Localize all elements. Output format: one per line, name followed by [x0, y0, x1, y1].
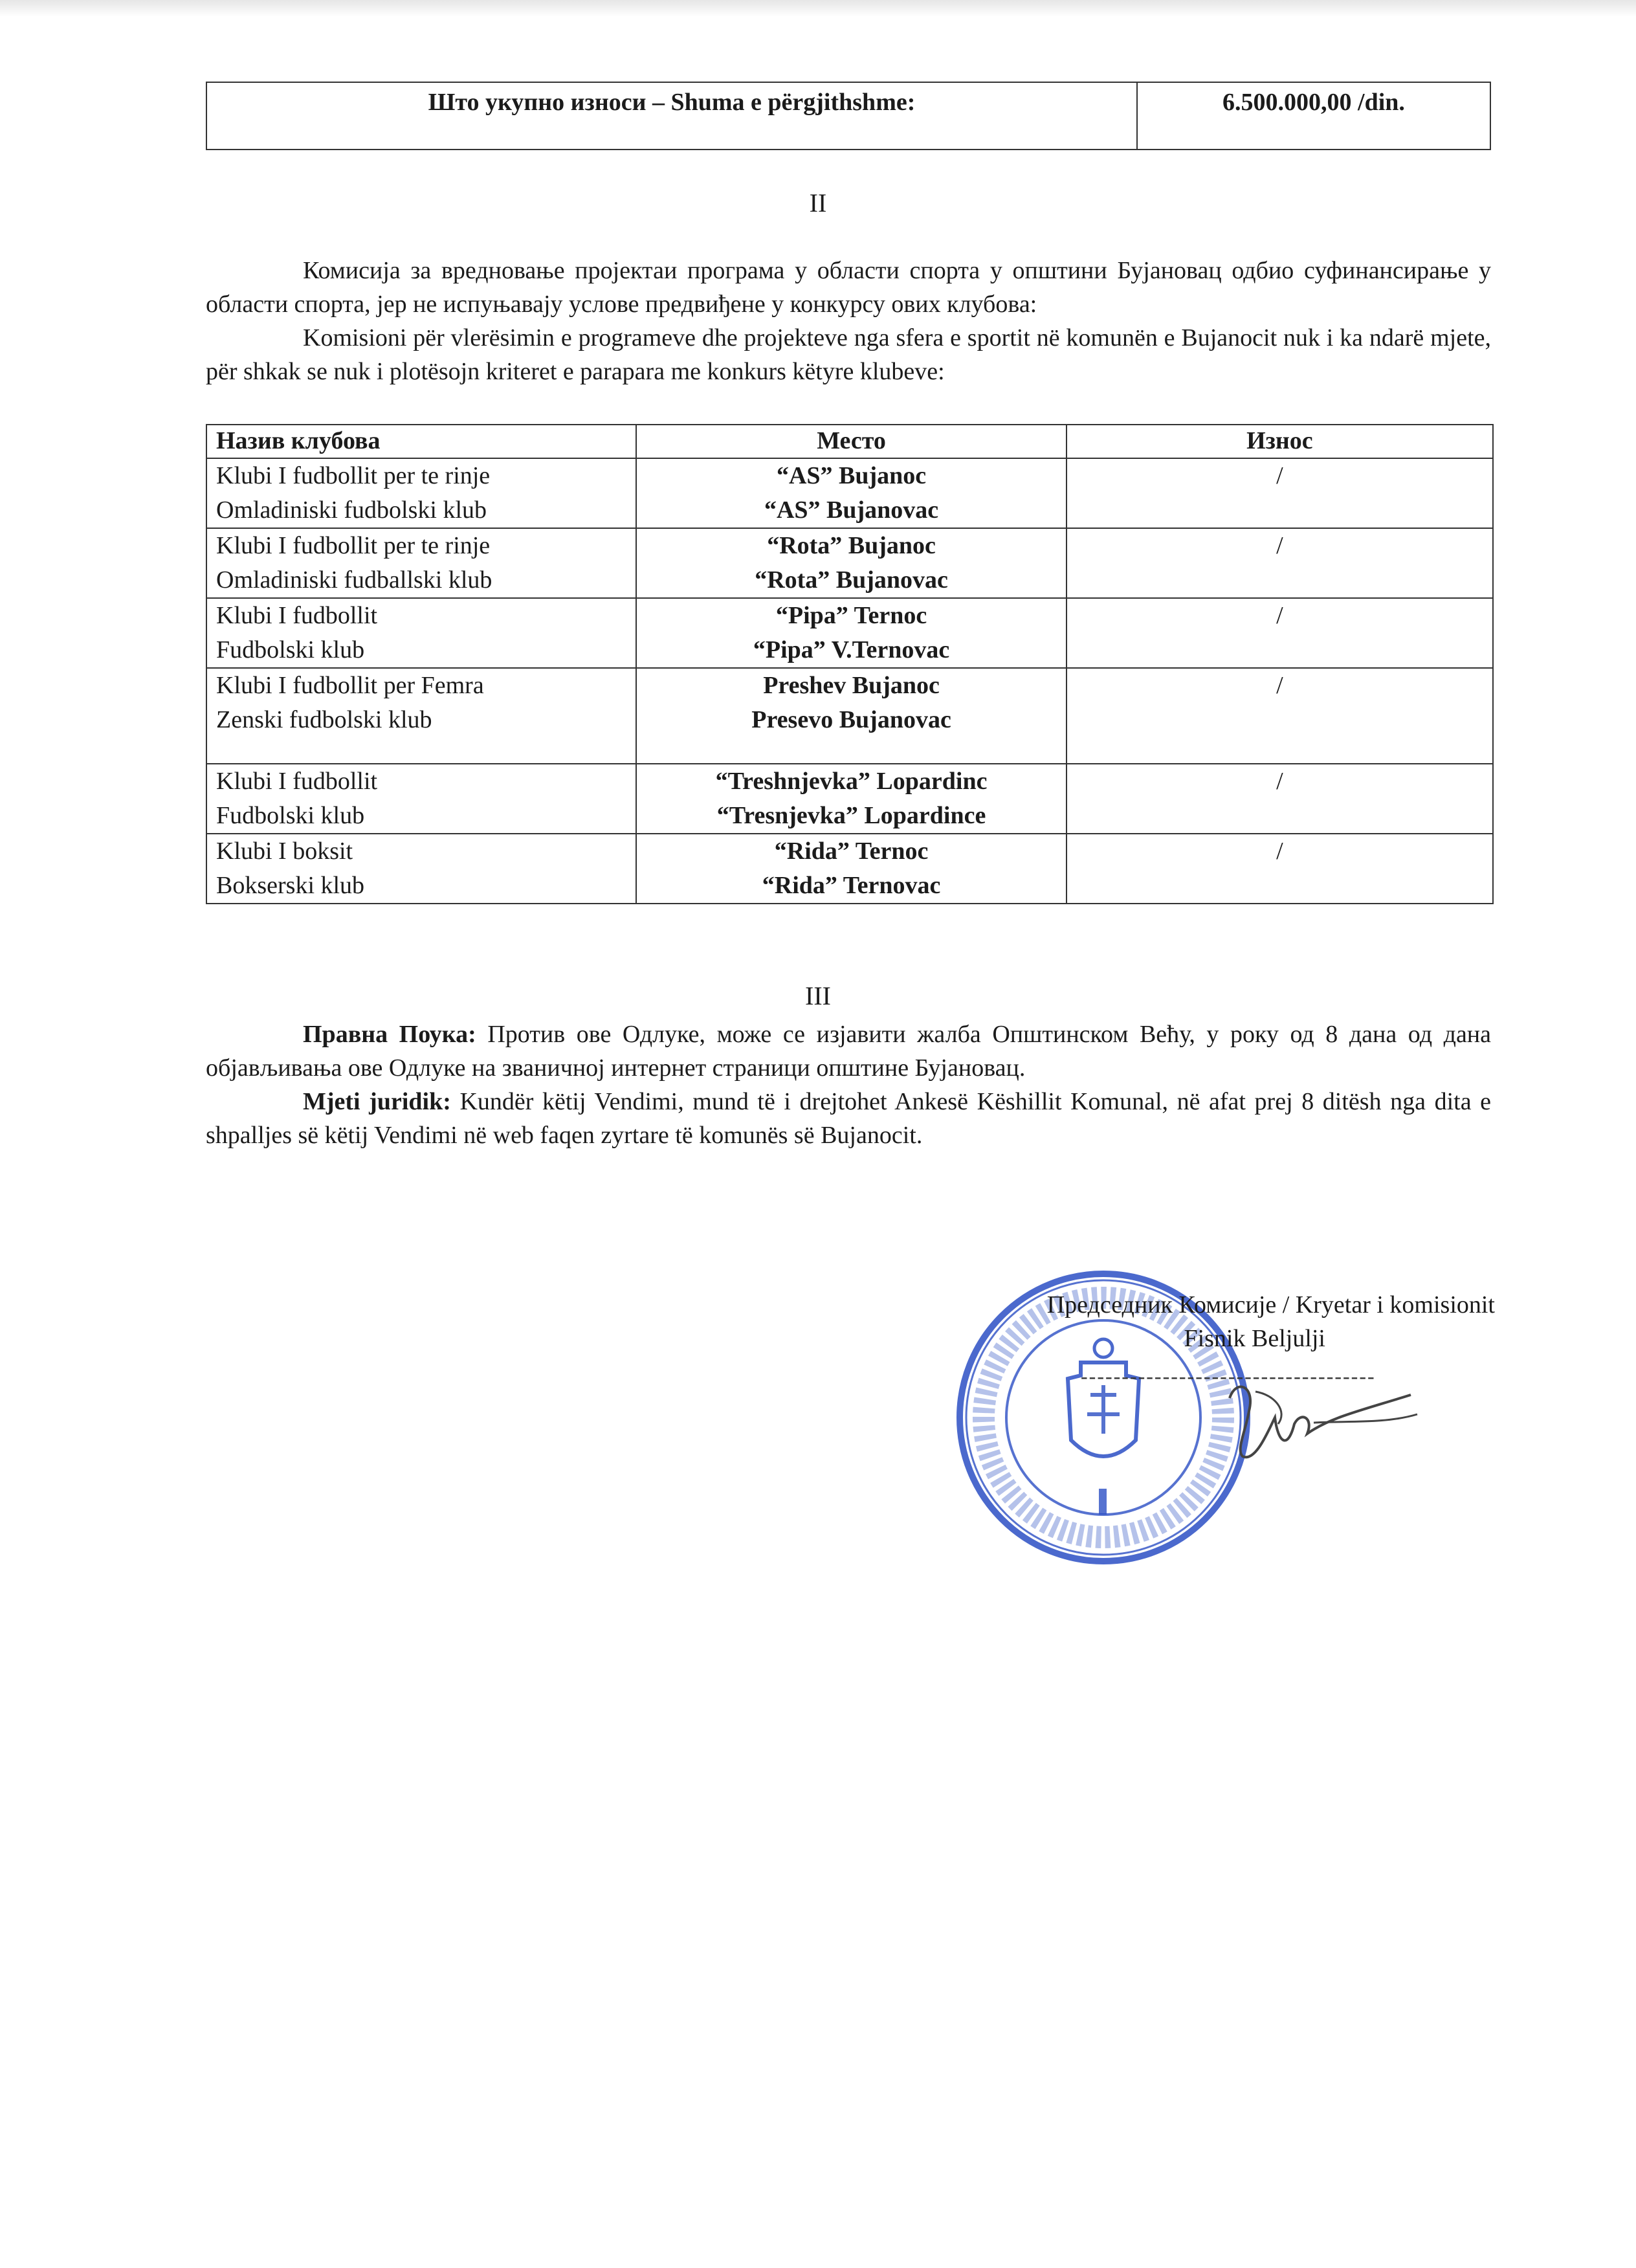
place-albanian: “Rida” Ternoc: [774, 838, 929, 865]
club-name-serbian: Fudbolski klub: [216, 636, 365, 663]
scan-edge-shade: [0, 0, 1636, 17]
club-name-cell: [206, 764, 636, 834]
legal-remedy-label-serbian: Правна Поука:: [303, 1021, 476, 1048]
table-row: [206, 528, 1493, 598]
club-name-serbian: Bokserski klub: [216, 872, 365, 899]
place-serbian: Presevo Bujanovac: [751, 706, 951, 733]
amount-cell: /: [1067, 458, 1493, 528]
handwritten-signature-icon: [1217, 1372, 1424, 1469]
section-heading-2: II: [809, 188, 827, 217]
table-row: [206, 458, 1493, 528]
place-albanian: “AS” Bujanoc: [776, 462, 927, 489]
place-cell: [636, 834, 1066, 904]
table-row: [206, 598, 1493, 668]
place-albanian: “Pipa” Ternoc: [775, 602, 927, 629]
amount-cell: /: [1067, 668, 1493, 764]
legal-remedy-albanian: [206, 1085, 1491, 1152]
signature-block: [932, 1288, 1495, 1355]
rejected-clubs-table: [206, 424, 1494, 904]
club-name-albanian: Klubi I fudbollit: [216, 602, 378, 629]
club-name-serbian: Fudbolski klub: [216, 802, 365, 829]
legal-remedy-label-albanian: Mjeti juridik:: [303, 1088, 451, 1115]
table-row: [206, 764, 1493, 834]
table-header-row: [206, 425, 1493, 458]
club-name-cell: [206, 458, 636, 528]
signatory-name: Fisnik Beljulji: [1184, 1325, 1325, 1352]
club-name-serbian: Zenski fudbolski klub: [216, 706, 432, 733]
place-serbian: “Tresnjevka” Lopardince: [716, 802, 986, 829]
table-row: [206, 668, 1493, 764]
place-albanian: “Rota” Bujanoc: [767, 532, 936, 559]
club-name-albanian: Klubi I fudbollit: [216, 768, 378, 795]
paragraph-albanian: Komisioni për vlerësimin e programeve dhe projekteve nga sfera e sportit në komunën e Bujanocit nuk i ka ndarë mjete, për shkak se nuk i plotësojn kriteret e parapara me konkurs këtyre klubeve:: [206, 324, 1491, 385]
place-serbian: “AS” Bujanovac: [764, 496, 939, 524]
legal-remedy-body-serbian: Против ове Одлуке, може се изјавити жалба Општинском Већу, у року од 8 дана од дана објављивања ове Одлуке на званичној интернет страници општине Бујановац.: [206, 1021, 1492, 1082]
header-club-name: Назив клубова: [206, 425, 636, 458]
club-name-cell: [206, 834, 636, 904]
header-amount: Износ: [1067, 425, 1493, 458]
place-serbian: “Rida” Ternovac: [762, 872, 941, 899]
club-name-albanian: Klubi I fudbollit per Femra: [216, 672, 484, 699]
section-heading-3: III: [805, 981, 831, 1010]
place-albanian: “Treshnjevka” Lopardinc: [715, 768, 988, 795]
amount-cell: /: [1067, 764, 1493, 834]
legal-remedy-text: [206, 1017, 1491, 1152]
legal-remedy-body-albanian: Kundër këtij Vendimi, mund të i drejtohet Ankesë Këshillit Komunal, në afat prej 8 ditësh nga dita e shpalljes së këtij Vendimi në web faqen zyrtare të komunës së Bujanocit.: [206, 1088, 1491, 1149]
signatory-title: Председник Комисије / Kryetar i komisionit: [1046, 1291, 1495, 1318]
amount-cell: /: [1067, 528, 1493, 598]
club-name-serbian: Omladiniski fudbolski klub: [216, 496, 487, 524]
place-cell: [636, 598, 1066, 668]
place-albanian: Preshev Bujanoc: [763, 672, 940, 699]
signature-line: ------------------------------------: [1081, 1364, 1376, 1388]
total-value: 6.500.000,00 /din.: [1222, 89, 1405, 116]
club-name-albanian: Klubi I boksit: [216, 838, 353, 865]
place-cell: [636, 668, 1066, 764]
club-name-albanian: Klubi I fudbollit per te rinje: [216, 462, 491, 489]
club-name-serbian: Omladiniski fudballski klub: [216, 566, 492, 594]
place-cell: [636, 458, 1066, 528]
legal-remedy-serbian: [206, 1017, 1491, 1085]
amount-cell: /: [1067, 834, 1493, 904]
total-amount-table: [206, 82, 1491, 150]
amount-cell: /: [1067, 598, 1493, 668]
section-2-text: [206, 254, 1491, 388]
paragraph-serbian: Комисија за вредновање пројектаи програма у области спорта у општини Бујановац одбио суфинансирање у области спорта, јер не испуњавају услове предвиђене у конкурсу ових клубова:: [206, 257, 1491, 318]
total-label: Што укупно износи – Shuma e përgjithshme:: [207, 83, 1138, 149]
place-serbian: “Rota” Bujanovac: [755, 566, 948, 594]
place-cell: [636, 764, 1066, 834]
club-name-albanian: Klubi I fudbollit per te rinje: [216, 532, 491, 559]
club-name-cell: [206, 528, 636, 598]
header-place: Место: [636, 425, 1066, 458]
club-name-cell: [206, 668, 636, 764]
place-serbian: “Pipa” V.Ternovac: [753, 636, 950, 663]
place-cell: [636, 528, 1066, 598]
table-row: [206, 834, 1493, 904]
club-name-cell: [206, 598, 636, 668]
